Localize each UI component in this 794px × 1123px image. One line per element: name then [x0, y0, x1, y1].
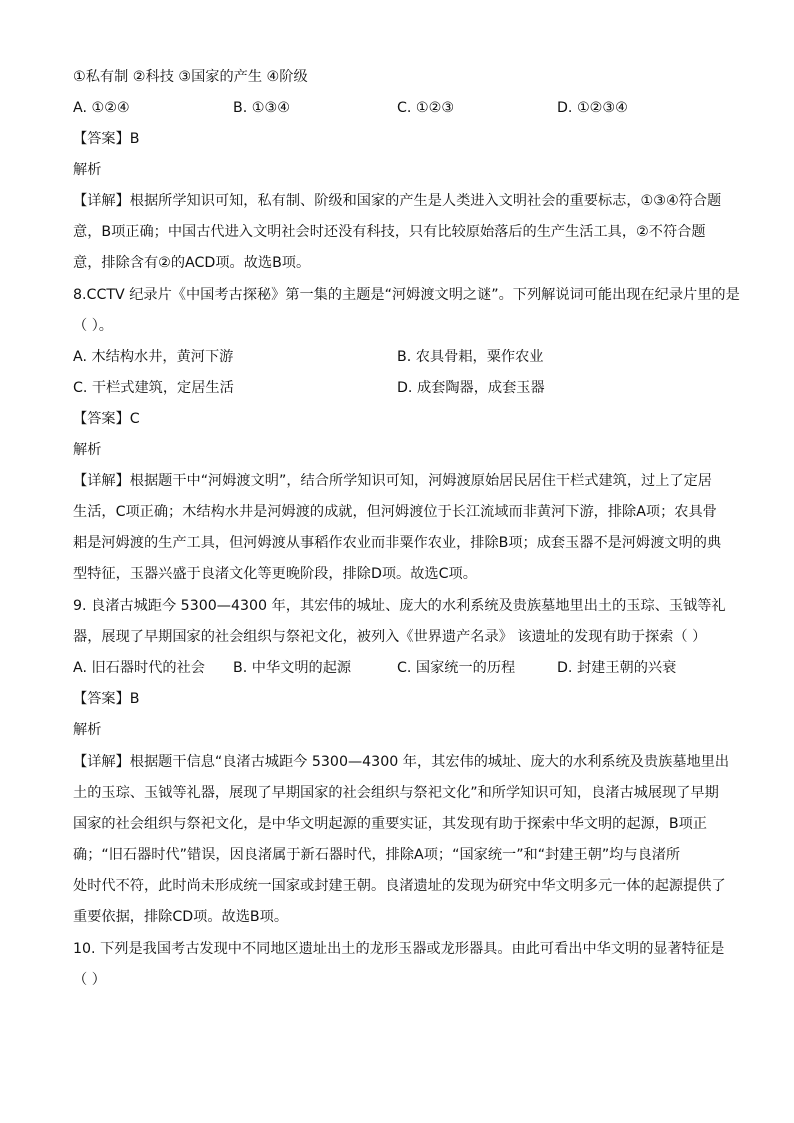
q7-option-a: A. ①②④: [73, 100, 130, 116]
q9-detail-line-6: 重要依据，排除CD项。故选B项。: [73, 909, 289, 925]
q8-option-b: B. 农具骨耜，粟作农业: [397, 349, 544, 365]
q9-option-c: C. 国家统一的历程: [397, 660, 516, 676]
q9-stem-line-2: 器，展现了早期国家的社会组织与祭祀文化，被列入《世界遗产名录》 该遗址的发现有助于探索（ ）: [73, 629, 707, 645]
q7-answer: 【答案】B: [73, 131, 140, 147]
q8-analysis-label: 解析: [73, 442, 102, 458]
q9-answer: 【答案】B: [73, 691, 140, 707]
q8-option-d: D. 成套陶器，成套玉器: [397, 380, 545, 396]
q8-stem-line-1: 8.CCTV 纪录片《中国考古探秘》第一集的主题是“河姆渡文明之谜”。下列解说词可能出现在纪录片里的是: [73, 287, 740, 303]
q8-detail-line-2: 生活，C项正确；木结构水井是河姆渡的成就，但河姆渡位于长江流域而非黄河下游，排除A项；农具骨: [73, 504, 717, 520]
q7-option-b: B. ①③④: [233, 100, 290, 116]
q9-detail-line-5: 处时代不符，此时尚未形成统一国家或封建王朝。良渚遗址的发现为研究中华文明多元一体的起源提供了: [73, 878, 726, 894]
q8-detail-line-3: 耜是河姆渡的生产工具，但河姆渡从事稻作农业而非粟作农业，排除B项；成套玉器不是河姆渡文明的典: [73, 535, 722, 551]
q9-detail-line-4: 确；“旧石器时代”错误，因良渚属于新石器时代，排除A项；“国家统一”和“封建王朝”均与良渚所: [73, 847, 681, 863]
q7-detail-line-1: 【详解】根据所学知识可知，私有制、阶级和国家的产生是人类进入文明社会的重要标志，①③④符合题: [73, 193, 722, 209]
q8-option-a: A. 木结构水井，黄河下游: [73, 349, 234, 365]
q9-option-a: A. 旧石器时代的社会: [73, 660, 205, 676]
q9-analysis-label: 解析: [73, 722, 102, 738]
q7-items: ①私有制 ②科技 ③国家的产生 ④阶级: [73, 69, 308, 85]
q8-detail-line-1: 【详解】根据题干中“河姆渡文明”，结合所学知识可知，河姆渡原始居民居住干栏式建筑，过上了定居: [73, 473, 712, 489]
q7-detail-line-3: 意，排除含有②的ACD项。故选B项。: [73, 255, 311, 271]
q8-detail-line-4: 型特征，玉器兴盛于良渚文化等更晚阶段，排除D项。故选C项。: [73, 566, 477, 582]
q7-option-c: C. ①②③: [397, 100, 455, 116]
q9-option-d: D. 封建王朝的兴衰: [557, 660, 677, 676]
q8-answer: 【答案】C: [73, 411, 140, 427]
q7-analysis-label: 解析: [73, 162, 102, 178]
q7-option-d: D. ①②③④: [557, 100, 628, 116]
q7-detail-line-2: 意，B项正确；中国古代进入文明社会时还没有科技，只有比较原始落后的生产生活工具，②不符合题: [73, 224, 706, 240]
q9-option-b: B. 中华文明的起源: [233, 660, 352, 676]
q8-stem-line-2: （ ）。: [73, 318, 113, 334]
q9-detail-line-1: 【详解】根据题干信息“良渚古城距今 5300—4300 年，其宏伟的城址、庞大的水利系统及贵族墓地里出: [73, 754, 730, 770]
q9-detail-line-3: 国家的社会组织与祭祀文化，是中华文明起源的重要实证，其发现有助于探索中华文明的起源，B项正: [73, 816, 707, 832]
q8-option-c: C. 干栏式建筑，定居生活: [73, 380, 234, 396]
q10-stem-line-2: （ ）: [73, 972, 106, 988]
q9-stem-line-1: 9. 良渚古城距今 5300—4300 年，其宏伟的城址、庞大的水利系统及贵族墓地里出土的玉琮、玉钺等礼: [73, 598, 726, 614]
q10-stem-line-1: 10. 下列是我国考古发现中不同地区遗址出土的龙形玉器或龙形器具。由此可看出中华文明的显著特征是: [73, 941, 725, 957]
q9-detail-line-2: 土的玉琮、玉钺等礼器，展现了早期国家的社会组织与祭祀文化”和所学知识可知，良渚古城展现了早期: [73, 785, 719, 801]
